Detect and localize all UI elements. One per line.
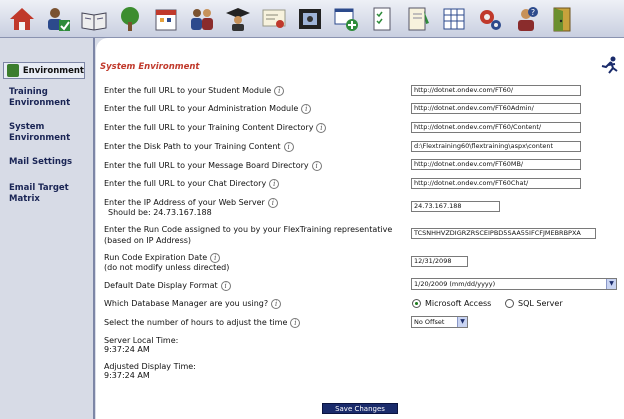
home-icon[interactable]: [6, 3, 37, 34]
db-manager-label: Which Database Manager are you using? i: [104, 299, 281, 309]
graduate-icon[interactable]: [222, 3, 253, 34]
user-check-icon[interactable]: [42, 3, 73, 34]
page-title: System Environment: [100, 62, 200, 72]
calendar-icon[interactable]: [150, 3, 181, 34]
svg-text:?: ?: [530, 7, 535, 17]
info-icon[interactable]: i: [269, 179, 279, 189]
top-toolbar: [0, 0, 624, 38]
board-dir-input[interactable]: http://dotnet.ondev.com/FT60MB/: [411, 159, 581, 170]
disk-path-label: Enter the Disk Path to your Training Content i: [104, 142, 294, 152]
tree-icon[interactable]: [114, 3, 145, 34]
info-icon[interactable]: i: [210, 253, 220, 263]
info-icon[interactable]: i: [316, 123, 326, 133]
run-code-input[interactable]: TCSNHHVZDIGRZRSCEIPBD5SAA55IFCFJMEBRBPXA: [411, 228, 596, 239]
hours-offset-select[interactable]: No Offset ▼: [411, 316, 468, 328]
chat-dir-label: Enter the full URL to your Chat Directory i: [104, 179, 279, 189]
expiration-hint: (do not modify unless directed): [104, 263, 230, 272]
adjusted-time-label: Adjusted Display Time:: [104, 362, 196, 371]
people-icon[interactable]: [186, 3, 217, 34]
run-code-label: Enter the Run Code assigned to you by your FlexTraining representative: [104, 225, 393, 234]
radio-microsoft-access[interactable]: Microsoft Access: [412, 299, 491, 308]
radio-selected-icon: [412, 299, 421, 308]
info-icon[interactable]: i: [312, 161, 322, 171]
sidebar-item-environment[interactable]: [3, 62, 85, 79]
server-time-label: Server Local Time:: [104, 336, 179, 345]
info-icon[interactable]: i: [290, 318, 300, 328]
disk-path-input[interactable]: d:\Flextraining60\flextraining\aspx\content: [411, 141, 581, 152]
checklist-icon[interactable]: [366, 3, 397, 34]
run-code-hint: (based on IP Address): [104, 236, 192, 245]
sidebar-item-training-environment[interactable]: Training Environment: [9, 87, 71, 108]
student-url-label: Enter the full URL to your Student Module i: [104, 86, 284, 96]
certificate-icon[interactable]: [258, 3, 289, 34]
ip-address-hint: Should be: 24.73.167.188: [108, 208, 212, 217]
notebook-icon[interactable]: [402, 3, 433, 34]
expiration-input[interactable]: 12/31/2098: [411, 256, 468, 267]
date-format-label: Default Date Display Format i: [104, 281, 231, 291]
chevron-down-icon: ▼: [457, 317, 467, 327]
sidebar: [0, 38, 95, 419]
adjusted-time-value: 9:37:24 AM: [104, 371, 150, 380]
board-dir-label: Enter the full URL to your Message Board Directory i: [104, 161, 322, 171]
server-time-value: 9:37:24 AM: [104, 345, 150, 354]
info-icon[interactable]: i: [301, 104, 311, 114]
content-dir-input[interactable]: http://dotnet.ondev.com/FT60/Content/: [411, 122, 581, 133]
sidebar-item-label: Environment: [22, 65, 84, 76]
student-url-input[interactable]: http://dotnet.ondev.com/FT60/: [411, 85, 581, 96]
radio-unselected-icon: [505, 299, 514, 308]
ip-address-label: Enter the IP Address of your Web Server i: [104, 198, 278, 208]
spreadsheet-icon[interactable]: [438, 3, 469, 34]
open-book-icon[interactable]: [78, 3, 109, 34]
admin-url-input[interactable]: http://dotnet.ondev.com/FT60Admin/: [411, 103, 581, 114]
hours-offset-label: Select the number of hours to adjust the time i: [104, 318, 300, 328]
chevron-down-icon: ▼: [606, 279, 616, 289]
info-icon[interactable]: i: [284, 142, 294, 152]
content-dir-label: Enter the full URL to your Training Content Directory i: [104, 123, 326, 133]
radio-sql-server[interactable]: SQL Server: [505, 299, 563, 308]
save-changes-button[interactable]: Save Changes: [322, 403, 398, 414]
chat-dir-input[interactable]: http://dotnet.ondev.com/FT60Chat/: [411, 178, 581, 189]
runner-logo-icon: [598, 55, 620, 77]
ip-address-input[interactable]: 24.73.167.188: [411, 201, 500, 212]
admin-url-label: Enter the full URL to your Administration Module i: [104, 104, 311, 114]
exit-door-icon[interactable]: [546, 3, 577, 34]
settings-gears-icon[interactable]: [474, 3, 505, 34]
tree-icon: [7, 64, 19, 77]
film-icon[interactable]: [294, 3, 325, 34]
expiration-label: Run Code Expiration Date i: [104, 253, 220, 263]
new-window-icon[interactable]: [330, 3, 361, 34]
info-icon[interactable]: i: [268, 198, 278, 208]
info-icon[interactable]: i: [271, 299, 281, 309]
sidebar-item-email-target-matrix[interactable]: Email Target Matrix: [9, 183, 69, 204]
info-icon[interactable]: i: [221, 281, 231, 291]
date-format-select[interactable]: 1/20/2009 (mm/dd/yyyy) ▼: [411, 278, 617, 290]
sidebar-item-mail-settings[interactable]: Mail Settings: [9, 157, 73, 167]
help-user-icon[interactable]: [510, 3, 541, 34]
sidebar-item-system-environment[interactable]: System Environment: [9, 122, 71, 143]
info-icon[interactable]: i: [274, 86, 284, 96]
